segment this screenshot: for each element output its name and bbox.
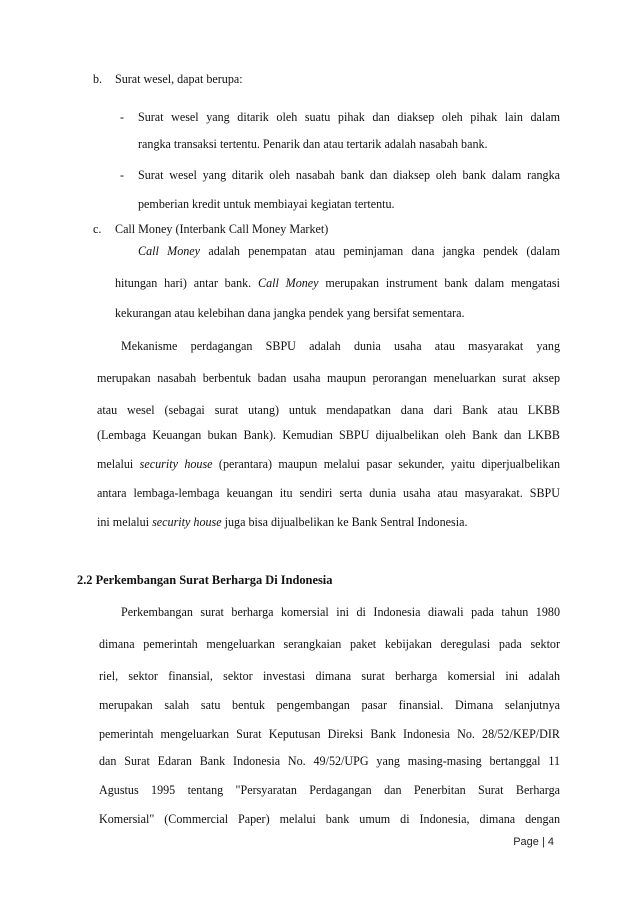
bullet-1-line-1: Surat wesel yang ditarik oleh suatu pihak dan diaksep oleh pihak lain dalam — [138, 110, 560, 124]
section-line-2: dimana pemerintah mengeluarkan serangkaian paket kebijakan deregulasi pada sektor — [99, 637, 560, 651]
item-b-marker: b. — [93, 72, 103, 86]
section-line-1: Perkembangan surat berharga komersial ini di Indonesia diawali pada tahun 1980 — [121, 605, 560, 619]
bullet-2-line-2: pemberian kredit untuk membiayai kegiatan tertentu. — [138, 197, 395, 211]
call-money-line-1: Call Money adalah penempatan atau peminjaman dana jangka pendek (dalam — [138, 244, 560, 258]
call-money-line-3: kekurangan atau kelebihan dana jangka pendek yang bersifat sementara. — [115, 306, 465, 320]
section-line-6: dan Surat Edaran Bank Indonesia No. 49/52/UPG yang masing-masing bertanggal 11 — [99, 754, 560, 768]
mekanisme-line-5: melalui security house (perantara) maupun melalui pasar sekunder, yaitu diperjualbelikan — [97, 457, 560, 471]
section-line-5: pemerintah mengeluarkan Surat Keputusan Direksi Bank Indonesia No. 28/52/KEP/DIR — [99, 727, 560, 741]
section-heading: 2.2 Perkembangan Surat Berharga Di Indonesia — [77, 573, 333, 587]
bullet-1-line-2: rangka transaksi tertentu. Penarik dan atau tertarik adalah nasabah bank. — [138, 137, 488, 151]
item-b-title: Surat wesel, dapat berupa: — [115, 72, 243, 86]
section-line-8: Komersial" (Commercial Paper) melalui bank umum di Indonesia, dimana dengan — [99, 812, 560, 826]
bullet-dash: - — [120, 110, 125, 124]
mekanisme-line-7: ini melalui security house juga bisa dijualbelikan ke Bank Sentral Indonesia. — [97, 515, 468, 529]
mekanisme-line-4: (Lembaga Keuangan bukan Bank). Kemudian SBPU dijualbelikan oleh Bank dan LKBB — [97, 428, 560, 442]
mekanisme-line-2: merupakan nasabah berbentuk badan usaha maupun perorangan meneluarkan surat aksep — [97, 371, 560, 385]
mekanisme-line-3: atau wesel (sebagai surat utang) untuk mendapatkan dana dari Bank atau LKBB — [97, 403, 560, 417]
section-line-3: riel, sektor finansial, sektor investasi dimana surat berharga komersial ini adalah — [99, 669, 560, 683]
bullet-dash: - — [120, 168, 125, 182]
mekanisme-line-6: antara lembaga-lembaga keuangan itu sendiri serta dunia usaha atau masyarakat. SBPU — [97, 486, 560, 500]
section-line-4: merupakan salah satu bentuk pengembangan pasar finansial. Dimana selanjutnya — [99, 698, 560, 712]
call-money-line-2: hitungan hari) antar bank. Call Money merupakan instrument bank dalam mengatasi — [115, 276, 560, 290]
bullet-2-line-1: Surat wesel yang ditarik oleh nasabah bank dan diaksep oleh bank dalam rangka — [138, 168, 560, 182]
section-line-7: Agustus 1995 tentang "Persyaratan Perdagangan dan Penerbitan Surat Berharga — [99, 783, 560, 797]
mekanisme-line-1: Mekanisme perdagangan SBPU adalah dunia usaha atau masyarakat yang — [121, 339, 560, 353]
item-c-title: Call Money (Interbank Call Money Market) — [115, 222, 329, 236]
page-number: Page | 4 — [513, 836, 554, 848]
item-c-marker: c. — [93, 222, 102, 236]
